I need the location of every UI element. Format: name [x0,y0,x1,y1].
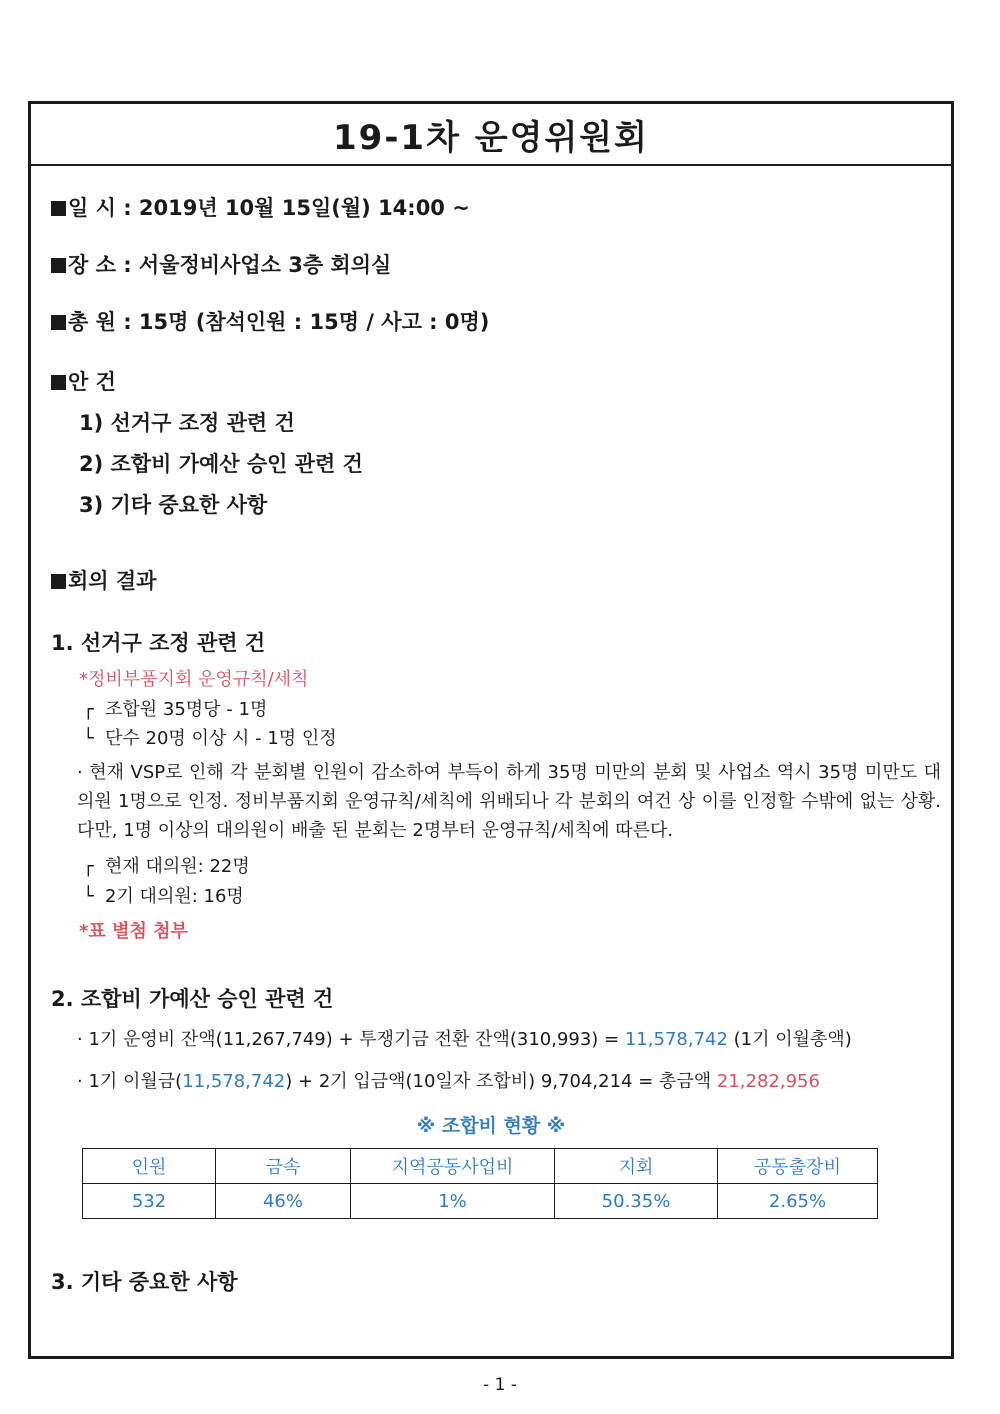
table-row [83,1184,878,1219]
agenda-item: 1) 선거구 조정 관련 건 [79,411,295,435]
budget-line-2-mid: ) + 2기 입금액(10일자 조합비) 9,704,214 = 총금액 [285,1071,717,1092]
square-bullet-icon [51,315,66,330]
square-bullet-icon [51,375,66,390]
table-cell: 1% [351,1184,555,1219]
agenda-heading: 안 건 [68,370,116,394]
current-delegates-row [83,852,250,878]
agenda-item: 3) 기타 중요한 사항 [79,493,268,517]
square-bullet-icon [51,258,66,273]
place-row [51,249,391,279]
members-text: 총 원 : 15명 (참석인원 : 15명 / 사고 : 0명) [68,310,490,334]
carryover-total: 11,578,742 [624,1029,728,1050]
table-cell: 46% [216,1184,351,1219]
dues-status-table [82,1148,878,1219]
second-delegates-text: 2기 대의원: 16명 [105,886,244,907]
title-bar [31,104,951,166]
dues-table-title: ※ 조합비 현황 ※ [416,1115,566,1137]
rule-line-2-text: 단수 20명 이상 시 - 1명 인정 [105,728,337,749]
rule-title: *정비부품지회 운영규칙/세칙 [79,669,309,690]
bracket-top-icon: ┌ [83,856,94,877]
page-number: - 1 - [483,1375,517,1395]
results-heading: 회의 결과 [68,569,157,593]
square-bullet-icon [51,201,66,216]
agenda-heading-row [51,366,116,396]
members-row [51,306,489,336]
section2-heading: 2. 조합비 가예산 승인 관련 건 [51,987,334,1011]
bracket-bottom-icon: └ [83,886,94,907]
document-frame [28,101,954,1359]
carryover-amount: 11,578,742 [182,1071,286,1092]
attachment-note: *표 별첨 첨부 [79,921,188,942]
table-header-cell: 지회 [555,1149,718,1184]
table-cell: 2.65% [718,1184,878,1219]
second-delegates-row [83,882,244,908]
budget-line-1-suffix: (1기 이월총액) [727,1029,852,1050]
table-header-cell: 지역공동사업비 [351,1149,555,1184]
place-text: 장 소 : 서울정비사업소 3층 회의실 [68,253,392,277]
grand-total: 21,282,956 [716,1071,820,1092]
budget-line-2 [77,1067,820,1093]
budget-line-1 [77,1025,852,1051]
document-title: 19-1차 운영위원회 [333,117,649,158]
square-bullet-icon [51,574,66,589]
rule-line-1 [83,695,267,721]
rule-line-2 [83,724,337,750]
table-header-cell: 인원 [83,1149,216,1184]
table-cell: 50.35% [555,1184,718,1219]
section1-heading: 1. 선거구 조정 관련 건 [51,631,266,655]
budget-line-2-prefix: · 1기 이월금( [77,1071,183,1092]
agenda-item: 2) 조합비 가예산 승인 관련 건 [79,452,363,476]
section1-paragraph: · 현재 VSP로 인해 각 분회별 인원이 감소하여 부득이 하게 35명 미만의 분회 및 사업소 역시 35명 미만도 대의원 1명으로 인정. 정비부품지회 운영규칙/세칙에 위배되나 각 분회의 여건 상 이를 인정할 수밖에 없는 상황. 다만, 1명 이상의 대의원이 배출 된 분회는 2명부터 운영규칙/세칙에 따른다. [77,762,941,841]
bracket-top-icon: ┌ [83,699,94,720]
date-text: 일 시 : 2019년 10월 15일(월) 14:00 ~ [68,196,470,220]
section3-heading: 3. 기타 중요한 사항 [51,1270,238,1294]
rule-line-1-text: 조합원 35명당 - 1명 [105,699,268,720]
table-header-cell: 금속 [216,1149,351,1184]
bracket-bottom-icon: └ [83,728,94,749]
table-header-cell: 공동출장비 [718,1149,878,1184]
table-header-row [83,1149,878,1184]
date-row [51,192,470,222]
results-heading-row [51,565,156,595]
budget-line-1-prefix: · 1기 운영비 잔액(11,267,749) + 투쟁기금 전환 잔액(310,993) = [77,1029,625,1050]
current-delegates-text: 현재 대의원: 22명 [105,856,250,877]
table-cell: 532 [83,1184,216,1219]
